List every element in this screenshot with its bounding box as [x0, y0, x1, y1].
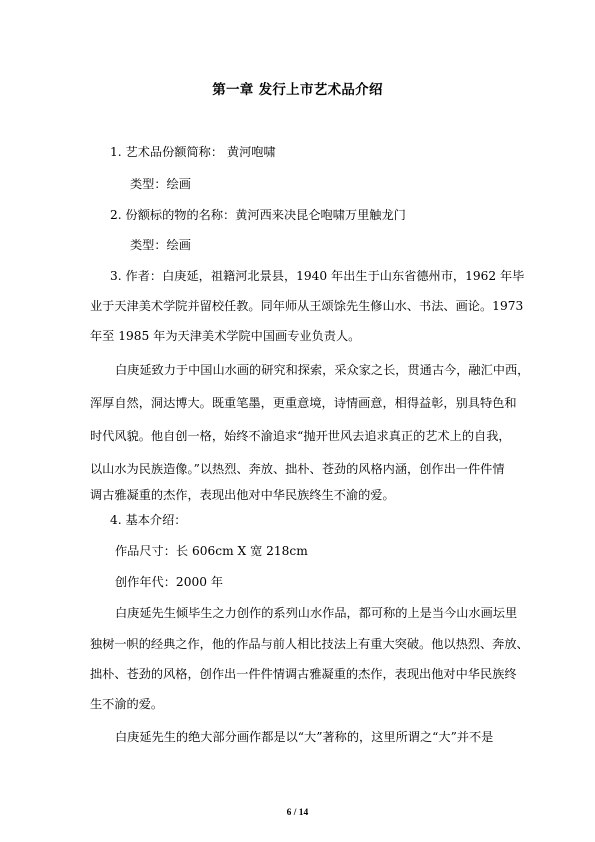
- para1-line-2: 浑厚自然，洞达博大。既重笔墨，更重意境，诗情画意，相得益彰，别具特色和: [90, 396, 517, 410]
- para1-line-3: 时代风貌。他自创一格，始终不渝追求“抛开世风去追求真正的艺术上的自我，: [90, 429, 511, 443]
- item1-type: 类型：绘画: [130, 177, 191, 191]
- para1-line-1: 白庚延致力于中国山水画的研究和探索，采众家之长，贯通古今，融汇中西，: [115, 363, 530, 377]
- item2-label: 2. 份额标的物的名称：黄河西来决昆仑咆啸万里触龙门: [110, 208, 406, 222]
- para2-line-4: 生不渝的爱。: [90, 697, 164, 711]
- para2-line-1: 白庚延先生倾毕生之力创作的系列山水作品，都可称的上是当今山水画坛里: [115, 606, 518, 620]
- item1-label: 1. 艺术品份额简称： 黄河咆啸: [110, 145, 276, 159]
- item3-line-3: 年至 1985 年为天津美术学院中国画专业负责人。: [90, 329, 361, 343]
- item4-year: 创作年代：2000 年: [115, 575, 224, 589]
- para2-line-3: 拙朴、苍劲的风格，创作出一件件情调古雅凝重的杰作，表现出他对中华民族终: [90, 667, 517, 681]
- para1-line-4: 以山水为民族造像。”以热烈、奔放、拙朴、苍劲的风格内涵，创作出一件件情: [90, 462, 505, 476]
- chapter-title: 第一章 发行上市艺术品介绍: [212, 82, 383, 98]
- item2-type: 类型：绘画: [130, 238, 191, 252]
- item3-line-2: 业于天津美术学院并留校任教。同年师从王颂馀先生修山水、书法、画论。1973: [90, 299, 524, 313]
- para3-line-1: 白庚延先生的绝大部分画作都是以“大”著称的，这里所谓之“大”并不是: [115, 730, 494, 744]
- para1-line-5: 调古雅凝重的杰作，表现出他对中华民族终生不渝的爱。: [90, 488, 395, 502]
- item3-line-1: 3. 作者：白庚延，祖籍河北景县，1940 年出生于山东省德州市，1962 年毕: [110, 269, 525, 283]
- page-number: 6 / 14: [286, 808, 309, 818]
- item4-size: 作品尺寸：长 606cm X 宽 218cm: [115, 544, 308, 558]
- item4-label: 4. 基本介绍：: [110, 513, 187, 527]
- para2-line-2: 独树一帜的经典之作，他的作品与前人相比技法上有重大突破。他以热烈、奔放、: [90, 637, 529, 651]
